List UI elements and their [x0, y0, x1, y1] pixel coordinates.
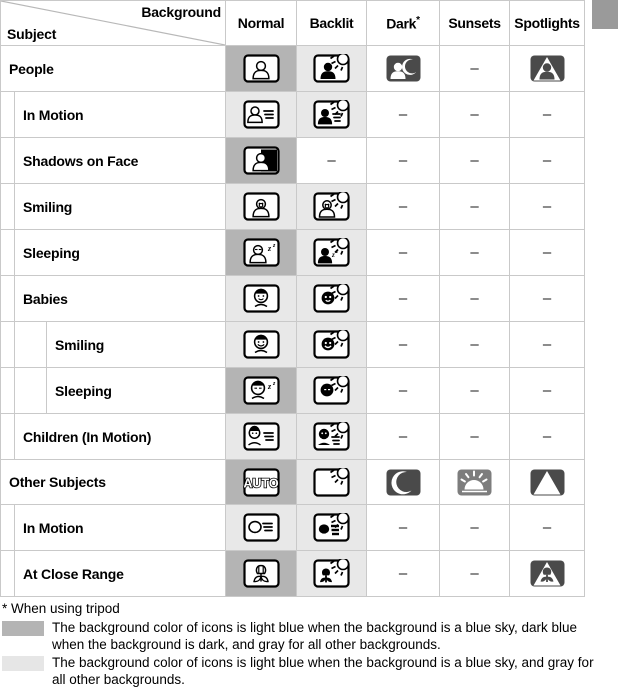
not-available-dash: –	[542, 152, 552, 169]
spotlight-icon	[529, 468, 566, 497]
column-header-sunsets-label: Sunsets	[448, 15, 501, 31]
not-available-dash: –	[470, 382, 479, 399]
subject-label: Babies	[23, 290, 68, 307]
matrix-cell-normal	[226, 368, 297, 414]
svg-text:z: z	[267, 244, 271, 253]
matrix-cell-spotlights	[510, 414, 585, 460]
matrix-cell-dark	[367, 184, 440, 230]
table-row	[1, 460, 585, 505]
table-row	[1, 322, 585, 368]
table-row	[1, 230, 585, 276]
matrix-cell-sunsets	[440, 505, 510, 551]
subject-cell	[1, 551, 226, 597]
subject-axis-label: Subject	[7, 26, 57, 42]
background-axis-label: Background	[141, 4, 221, 20]
subject-cell	[1, 322, 226, 368]
matrix-cell-dark	[367, 276, 440, 322]
svg-text:z: z	[272, 381, 275, 387]
subject-label: People	[9, 60, 54, 77]
matrix-cell-backlit	[297, 505, 367, 551]
matrix-cell-spotlights	[510, 505, 585, 551]
matrix-cell-backlit	[297, 368, 367, 414]
matrix-cell-dark	[367, 46, 440, 92]
subject-cell	[1, 276, 226, 322]
child-motion-backlit-icon	[313, 422, 350, 451]
matrix-cell-backlit	[297, 414, 367, 460]
subject-cell	[1, 460, 226, 505]
not-available-dash: –	[398, 152, 408, 169]
table-row	[1, 368, 585, 414]
legend-swatch-dark	[2, 621, 44, 636]
column-header-spotlights	[510, 1, 585, 46]
subject-label: Smiling	[55, 336, 105, 353]
not-available-dash: –	[470, 290, 479, 307]
matrix-cell-sunsets	[440, 230, 510, 276]
header-row	[1, 1, 585, 46]
not-available-dash: –	[470, 336, 479, 353]
not-available-dash: –	[470, 60, 479, 77]
matrix-cell-backlit	[297, 46, 367, 92]
person-spotlight-icon	[529, 54, 566, 83]
person-motion-backlit-icon	[313, 100, 350, 129]
matrix-cell-backlit	[297, 322, 367, 368]
column-header-dark	[367, 1, 440, 46]
svg-text:AUTO: AUTO	[242, 476, 279, 490]
not-available-dash: –	[470, 244, 479, 261]
person-smiling-backlit-icon	[313, 192, 350, 221]
not-available-dash: –	[542, 428, 552, 445]
footnote-tripod: * When using tripod	[2, 601, 120, 616]
not-available-dash: –	[398, 336, 408, 353]
dark-footnote-marker: *	[416, 14, 420, 26]
legend-swatch-light	[2, 656, 44, 671]
matrix-cell-dark	[367, 414, 440, 460]
person-sleeping-icon	[243, 238, 280, 267]
header-corner-cell	[1, 1, 226, 46]
sunset-icon	[456, 468, 493, 497]
subject-label: In Motion	[23, 519, 84, 536]
matrix-cell-spotlights	[510, 92, 585, 138]
matrix-cell-dark	[367, 505, 440, 551]
not-available-dash: –	[542, 244, 552, 261]
person-night-icon	[385, 54, 422, 83]
matrix-cell-dark	[367, 138, 440, 184]
matrix-cell-normal	[226, 276, 297, 322]
matrix-cell-sunsets	[440, 460, 510, 505]
not-available-dash: –	[542, 106, 552, 123]
table-row	[1, 551, 585, 597]
not-available-dash: –	[470, 428, 479, 445]
matrix-cell-backlit	[297, 276, 367, 322]
matrix-cell-dark	[367, 230, 440, 276]
not-available-dash: –	[398, 290, 408, 307]
matrix-cell-normal	[226, 460, 297, 505]
matrix-cell-backlit	[297, 92, 367, 138]
not-available-dash: –	[542, 336, 552, 353]
not-available-dash: –	[542, 519, 552, 536]
matrix-cell-spotlights	[510, 138, 585, 184]
subject-cell	[1, 368, 226, 414]
column-header-normal	[226, 1, 297, 46]
auto-icon	[243, 468, 280, 497]
not-available-dash: –	[470, 198, 479, 215]
matrix-cell-dark	[367, 460, 440, 505]
not-available-dash: –	[398, 565, 408, 582]
column-header-backlit-label: Backlit	[309, 15, 354, 31]
subject-cell	[1, 505, 226, 551]
table-header	[1, 1, 585, 46]
matrix-cell-spotlights	[510, 551, 585, 597]
scrollbar-thumb[interactable]	[592, 0, 618, 29]
not-available-dash: –	[398, 428, 408, 445]
matrix-cell-backlit	[297, 460, 367, 505]
svg-text:z: z	[272, 243, 275, 249]
subject-cell	[1, 414, 226, 460]
table-row	[1, 276, 585, 322]
subject-label: Smiling	[23, 198, 73, 215]
table-row	[1, 184, 585, 230]
object-motion-icon	[243, 513, 280, 542]
table-row	[1, 138, 585, 184]
table-body	[1, 46, 585, 597]
matrix-cell-backlit	[297, 551, 367, 597]
not-available-dash: –	[470, 106, 479, 123]
baby-sleeping-backlit-icon	[313, 376, 350, 405]
baby-backlit-icon	[313, 284, 350, 313]
subject-label: Sleeping	[23, 244, 80, 261]
matrix-cell-sunsets	[440, 46, 510, 92]
person-portrait-icon	[243, 54, 280, 83]
subject-label: Children (In Motion)	[23, 428, 152, 445]
column-header-sunsets	[440, 1, 510, 46]
column-header-dark-label: Dark	[386, 15, 417, 32]
baby-smiling-icon	[243, 330, 280, 359]
not-available-dash: –	[470, 519, 479, 536]
matrix-cell-spotlights	[510, 230, 585, 276]
subject-label: Other Subjects	[9, 474, 106, 490]
matrix-cell-dark	[367, 92, 440, 138]
person-sleeping-backlit-icon	[313, 238, 350, 267]
not-available-dash: –	[470, 565, 479, 582]
not-available-dash: –	[542, 382, 552, 399]
table-row	[1, 92, 585, 138]
footnotes-block	[0, 600, 600, 689]
table-row	[1, 505, 585, 551]
person-motion-icon	[243, 100, 280, 129]
subject-cell	[1, 230, 226, 276]
matrix-cell-backlit	[297, 230, 367, 276]
matrix-cell-sunsets	[440, 92, 510, 138]
footnote-dark-row	[0, 619, 600, 653]
footnote-dark-text: The background color of icons is light blue when the background is a blue sky, dark blue when the background is dark, and gray for all other backgrounds.	[52, 620, 578, 652]
macro-flower-icon	[243, 559, 280, 588]
matrix-cell-spotlights	[510, 460, 585, 505]
svg-text:z: z	[332, 251, 335, 259]
child-motion-icon	[243, 422, 280, 451]
matrix-cell-spotlights	[510, 368, 585, 414]
macro-flower-backlit-icon	[313, 559, 350, 588]
object-motion-backlit-icon	[313, 513, 350, 542]
matrix-cell-sunsets	[440, 322, 510, 368]
matrix-cell-normal	[226, 138, 297, 184]
matrix-cell-normal	[226, 230, 297, 276]
person-backlit-icon	[313, 54, 350, 83]
subject-label: In Motion	[23, 106, 84, 123]
matrix-cell-normal	[226, 414, 297, 460]
matrix-cell-spotlights	[510, 46, 585, 92]
svg-text:z: z	[336, 249, 339, 255]
macro-flower-spotlight-icon	[529, 559, 566, 588]
not-available-dash: –	[398, 198, 408, 215]
matrix-cell-sunsets	[440, 184, 510, 230]
footnote-light-row	[0, 654, 600, 688]
matrix-cell-normal	[226, 505, 297, 551]
matrix-cell-normal	[226, 184, 297, 230]
matrix-cell-normal	[226, 92, 297, 138]
baby-smiling-backlit-icon	[313, 330, 350, 359]
table-row	[1, 414, 585, 460]
subject-cell	[1, 46, 226, 92]
not-available-dash: –	[398, 106, 408, 123]
subject-cell	[1, 184, 226, 230]
baby-icon	[243, 284, 280, 313]
matrix-cell-sunsets	[440, 276, 510, 322]
subject-cell	[1, 92, 226, 138]
matrix-cell-dark	[367, 368, 440, 414]
moon-night-icon	[385, 468, 422, 497]
subject-label: Shadows on Face	[23, 152, 139, 169]
subject-label: Sleeping	[55, 382, 112, 399]
not-available-dash: –	[398, 519, 408, 536]
matrix-cell-normal	[226, 551, 297, 597]
matrix-cell-sunsets	[440, 551, 510, 597]
not-available-dash: –	[542, 198, 552, 215]
matrix-cell-dark	[367, 551, 440, 597]
matrix-cell-dark	[367, 322, 440, 368]
not-available-dash: –	[398, 244, 408, 261]
subject-cell	[1, 138, 226, 184]
matrix-cell-sunsets	[440, 138, 510, 184]
not-available-dash: –	[398, 382, 408, 399]
person-shadow-face-icon	[243, 146, 280, 175]
matrix-cell-spotlights	[510, 322, 585, 368]
column-header-spotlights-label: Spotlights	[514, 15, 580, 31]
matrix-cell-spotlights	[510, 276, 585, 322]
matrix-cell-sunsets	[440, 368, 510, 414]
baby-sleeping-icon	[243, 376, 280, 405]
footnote-light-text: The background color of icons is light blue when the background is a blue sky, and gray for all other backgrounds.	[52, 655, 594, 687]
column-header-backlit	[297, 1, 367, 46]
matrix-cell-sunsets	[440, 414, 510, 460]
matrix-cell-normal	[226, 46, 297, 92]
person-smiling-icon	[243, 192, 280, 221]
not-available-dash: –	[327, 152, 336, 169]
matrix-cell-spotlights	[510, 184, 585, 230]
backlit-scene-icon	[313, 468, 350, 497]
table-row	[1, 46, 585, 92]
column-header-normal-label: Normal	[237, 15, 285, 31]
not-available-dash: –	[470, 152, 479, 169]
svg-text:z: z	[267, 382, 271, 391]
matrix-cell-backlit	[297, 184, 367, 230]
matrix-cell-normal	[226, 322, 297, 368]
not-available-dash: –	[542, 290, 552, 307]
matrix-cell-backlit	[297, 138, 367, 184]
subject-label: At Close Range	[23, 565, 124, 582]
